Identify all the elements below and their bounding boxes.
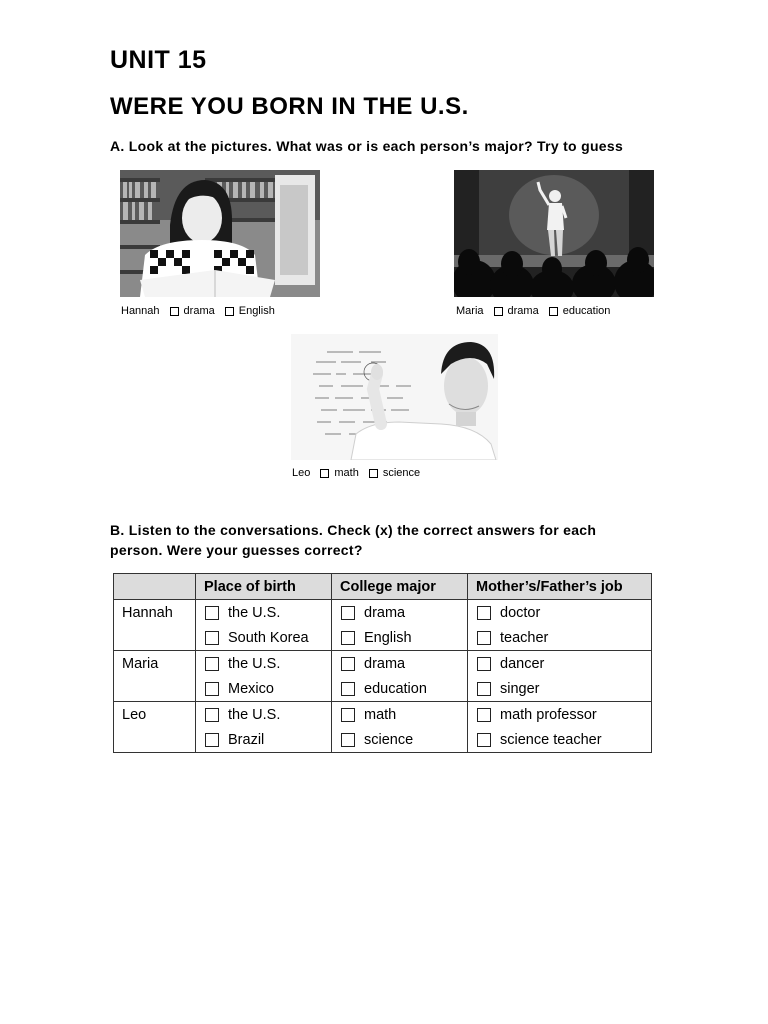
checkbox-icon[interactable] <box>205 733 219 747</box>
option[interactable]: English <box>332 625 467 650</box>
option[interactable]: the U.S. <box>196 702 331 727</box>
checkbox-icon[interactable] <box>205 708 219 722</box>
answers-table <box>113 573 652 753</box>
option[interactable]: the U.S. <box>196 600 331 625</box>
person-name: Leo <box>114 702 196 753</box>
checkbox-icon[interactable] <box>477 631 491 645</box>
header-cell <box>114 574 196 600</box>
option[interactable]: the U.S. <box>196 651 331 676</box>
major-cell <box>332 702 468 753</box>
checkbox-icon[interactable] <box>205 682 219 696</box>
table-row <box>114 600 652 651</box>
checkbox-icon[interactable] <box>341 606 355 620</box>
caption-name: Leo <box>292 467 311 479</box>
hannah-caption <box>121 305 285 317</box>
table-row <box>114 651 652 702</box>
checkbox-icon[interactable] <box>369 469 378 478</box>
header-cell: Mother’s/Father’s job <box>468 574 652 600</box>
checkbox-icon[interactable] <box>494 307 503 316</box>
maria-photo <box>454 170 654 297</box>
option[interactable]: science teacher <box>468 727 651 752</box>
caption-option[interactable]: drama <box>494 305 539 317</box>
caption-option[interactable]: education <box>549 305 611 317</box>
section-b-instruction: B. Listen to the conversations. Check (x) the correct answers for each person. Were your guesses correct? <box>110 522 597 558</box>
checkbox-icon[interactable] <box>477 682 491 696</box>
leo-caption <box>292 467 430 479</box>
option[interactable]: Brazil <box>196 727 331 752</box>
leo-photo <box>291 334 498 460</box>
hannah-photo <box>120 170 320 297</box>
major-cell <box>332 600 468 651</box>
checkbox-icon[interactable] <box>477 657 491 671</box>
unit-heading: UNIT 15 <box>110 46 207 74</box>
maria-caption <box>456 305 620 317</box>
table-header-row <box>114 574 652 600</box>
checkbox-icon[interactable] <box>205 657 219 671</box>
option[interactable]: dancer <box>468 651 651 676</box>
option[interactable]: Mexico <box>196 676 331 701</box>
option[interactable]: math professor <box>468 702 651 727</box>
checkbox-icon[interactable] <box>549 307 558 316</box>
option[interactable]: doctor <box>468 600 651 625</box>
person-name: Hannah <box>114 600 196 651</box>
caption-name: Hannah <box>121 305 160 317</box>
option[interactable]: science <box>332 727 467 752</box>
person-name: Maria <box>114 651 196 702</box>
major-cell <box>332 651 468 702</box>
checkbox-icon[interactable] <box>477 733 491 747</box>
caption-option[interactable]: English <box>225 305 275 317</box>
header-cell: Place of birth <box>196 574 332 600</box>
option[interactable]: math <box>332 702 467 727</box>
job-cell <box>468 651 652 702</box>
option[interactable]: South Korea <box>196 625 331 650</box>
option[interactable]: drama <box>332 600 467 625</box>
caption-name: Maria <box>456 305 484 317</box>
checkbox-icon[interactable] <box>225 307 234 316</box>
birth-cell <box>196 702 332 753</box>
option[interactable]: education <box>332 676 467 701</box>
job-cell <box>468 600 652 651</box>
table-row <box>114 702 652 753</box>
checkbox-icon[interactable] <box>341 631 355 645</box>
checkbox-icon[interactable] <box>477 708 491 722</box>
checkbox-icon[interactable] <box>205 606 219 620</box>
checkbox-icon[interactable] <box>341 682 355 696</box>
caption-option[interactable]: math <box>320 467 358 479</box>
caption-option[interactable]: science <box>369 467 420 479</box>
checkbox-icon[interactable] <box>477 606 491 620</box>
option[interactable]: teacher <box>468 625 651 650</box>
option[interactable]: drama <box>332 651 467 676</box>
page-title: WERE YOU BORN IN THE U.S. <box>110 93 469 120</box>
birth-cell <box>196 651 332 702</box>
checkbox-icon[interactable] <box>341 733 355 747</box>
option[interactable]: singer <box>468 676 651 701</box>
job-cell <box>468 702 652 753</box>
section-a-instruction: A. Look at the pictures. What was or is each person’s major? Try to guess <box>110 138 624 154</box>
checkbox-icon[interactable] <box>341 657 355 671</box>
checkbox-icon[interactable] <box>170 307 179 316</box>
header-cell: College major <box>332 574 468 600</box>
checkbox-icon[interactable] <box>341 708 355 722</box>
checkbox-icon[interactable] <box>320 469 329 478</box>
checkbox-icon[interactable] <box>205 631 219 645</box>
birth-cell <box>196 600 332 651</box>
caption-option[interactable]: drama <box>170 305 215 317</box>
